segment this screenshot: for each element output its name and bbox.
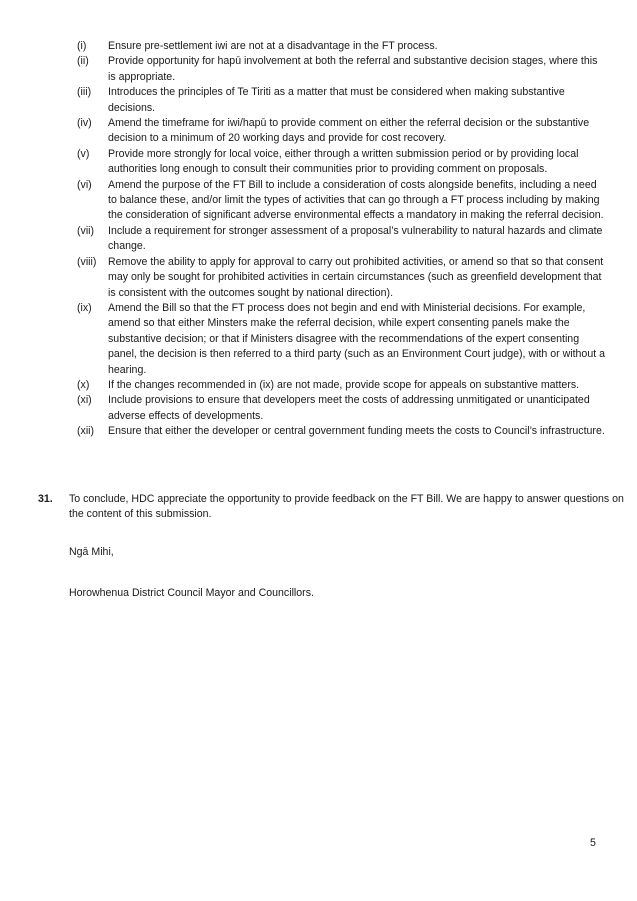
list-item	[77, 255, 607, 301]
page-number: 5	[590, 837, 596, 849]
list-item-text: Introduces the principles of Te Tiriti as a matter that must be considered when making substantive decisions.	[108, 86, 565, 114]
list-item-number: (xii)	[77, 425, 95, 438]
list-item-text: Remove the ability to apply for approval to carry out prohibited activities, or amend so that so that consent may only be sought for prohibited activities in certain circumstances (such as greenfield development that is consistent with the outcomes sought by national direction).	[108, 255, 604, 299]
list-item	[77, 424, 607, 439]
list-item	[77, 393, 607, 424]
list-item-number: (iii)	[77, 86, 92, 99]
list-item-text: Provide opportunity for hapū involvement at both the referral and substantive decision stages, where this is appropriate.	[108, 55, 598, 83]
list-item-text: Ensure that either the developer or central government funding meets the costs to Council’s infrastructure.	[108, 425, 605, 438]
list-item	[77, 54, 607, 85]
list-item	[77, 224, 607, 255]
list-item-number: (xi)	[77, 394, 92, 407]
list-item	[77, 147, 607, 178]
list-item	[77, 116, 607, 147]
list-item	[77, 39, 607, 54]
list-item-number: (iv)	[77, 117, 92, 130]
paragraph-text: To conclude, HDC appreciate the opportunity to provide feedback on the FT Bill. We are happy to answer questions on the content of this submission.	[69, 492, 624, 520]
recommendations-list	[77, 39, 607, 440]
signoff: Ngā Mihi,	[69, 545, 114, 558]
list-item-number: (x)	[77, 378, 90, 391]
list-item-number: (viii)	[77, 255, 97, 268]
list-item-text: Provide more strongly for local voice, either through a written submission period or by providing local authorities long enough to consult their communities prior to providing comment on proposals.	[108, 147, 579, 176]
list-item-text: Include a requirement for stronger assessment of a proposal’s vulnerability to natural hazards and climate change.	[108, 224, 603, 253]
list-item-number: (ii)	[77, 55, 89, 68]
list-item-text: If the changes recommended in (ix) are not made, provide scope for appeals on substantive matters.	[108, 378, 580, 391]
list-item	[77, 378, 607, 393]
list-item	[77, 301, 607, 378]
list-item	[77, 85, 607, 116]
conclusion-paragraph	[38, 492, 629, 523]
list-item-number: (i)	[77, 40, 87, 52]
list-item-number: (v)	[77, 147, 90, 160]
list-item	[77, 178, 607, 224]
list-item-text: Amend the Bill so that the FT process does not begin and end with Ministerial decisions. For example, amend so that either Minsters make the referral decision, while expert consenting panels make the substantive decision; or that if Ministers disagree with the recommendations of the expert consenting panel, the decision is then referred to a third party (such as an Environment Court judge), with or without a hearing.	[108, 301, 605, 376]
list-item-text: Include provisions to ensure that developers meet the costs of addressing unmitigated or unanticipated adverse effects of developments.	[108, 394, 590, 422]
signature-line: Horowhenua District Council Mayor and Councillors.	[69, 586, 314, 599]
list-item-text: Ensure pre-settlement iwi are not at a disadvantage in the FT process.	[108, 40, 438, 52]
list-item-number: (vii)	[77, 224, 95, 237]
list-item-text: Amend the timeframe for iwi/hapū to provide comment on either the referral decision or the substantive decision to a minimum of 20 working days and provide for cost recovery.	[108, 117, 590, 145]
list-item-number: (vi)	[77, 178, 92, 191]
list-item-number: (ix)	[77, 301, 92, 314]
list-item-text: Amend the purpose of the FT Bill to include a consideration of costs alongside benefits, including a need to balance these, and/or limit the types of activities that can go through a FT process including by making the consideration of significant adverse environmental effects a mandatory in making the referral decision.	[108, 178, 604, 222]
paragraph-number: 31.	[38, 492, 53, 505]
